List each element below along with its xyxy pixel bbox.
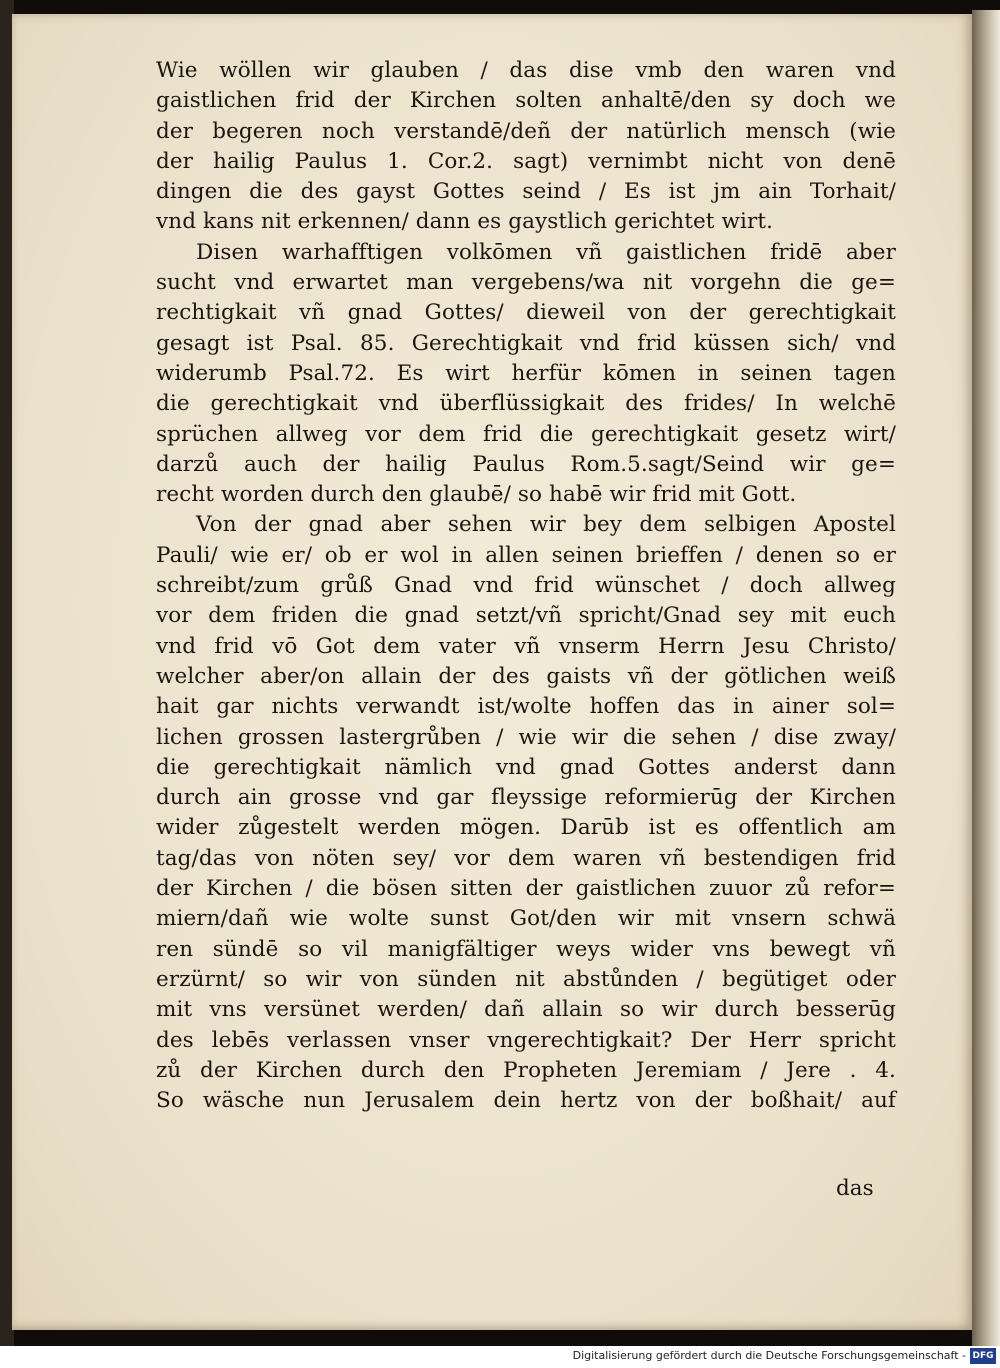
text-line: hait gar nichts verwandt ist/wolte hoffen das in ainer sol= bbox=[156, 694, 896, 720]
text-line: Von der gnad aber sehen wir bey dem selbigen Apostel bbox=[196, 512, 896, 538]
text-line: die gerechtigkait vnd überflüssigkait des frides/ In welchē bbox=[156, 391, 896, 417]
text-line: zů der Kirchen durch den Propheten Jeremiam / Jere . 4. bbox=[156, 1057, 896, 1083]
text-line: der hailig Paulus 1. Cor.2. sagt) vernimbt nicht von denē bbox=[156, 148, 896, 174]
text-line: sucht vnd erwartet man vergebens/wa nit vorgehn die ge= bbox=[156, 270, 896, 296]
text-line: der Kirchen / die bösen sitten der gaistlichen zuuor zů refor= bbox=[156, 876, 896, 902]
text-line: gaistlichen frid der Kirchen solten anhaltē/den sy doch we bbox=[156, 88, 896, 114]
text-line: vor dem friden die gnad setzt/vñ spricht/Gnad sey mit euch bbox=[156, 603, 896, 629]
text-line: welcher aber/on allain der des gaists vñ der götlichen weiß bbox=[156, 663, 896, 689]
text-line: darzů auch der hailig Paulus Rom.5.sagt/Seind wir ge= bbox=[156, 451, 896, 477]
catchword: das bbox=[836, 1176, 874, 1201]
text-line: wider zůgestelt werden mögen. Darūb ist es offentlich am bbox=[156, 815, 896, 841]
text-line: gesagt ist Psal. 85. Gerechtigkait vnd frid küssen sich/ vnd bbox=[156, 330, 896, 356]
page-text bbox=[156, 56, 896, 1116]
text-line: Disen warhafftigen volkōmen vñ gaistlichen fridē aber bbox=[196, 239, 896, 265]
text-line: Pauli/ wie er/ ob er wol in allen seinen brieffen / denen so er bbox=[156, 542, 896, 568]
page-gutter bbox=[972, 10, 1000, 1346]
text-line: des lebēs verlassen vnser vngerechtigkait? Der Herr spricht bbox=[156, 1027, 896, 1053]
dfg-logo: DFG bbox=[970, 1348, 996, 1364]
text-line: Wie wöllen wir glauben / das dise vmb den waren vnd bbox=[156, 58, 896, 83]
text-line: erzürnt/ so wir von sünden nit abstůnden / begütiget oder bbox=[156, 966, 896, 992]
text-line: lichen grossen lastergrůben / wie wir die sehen / dise zway/ bbox=[156, 724, 896, 750]
text-line: tag/das von nöten sey/ vor dem waren vñ bestendigen frid bbox=[156, 845, 896, 871]
text-line: sprüchen allweg vor dem frid die gerechtigkait gesetz wirt/ bbox=[156, 421, 896, 447]
text-line: schreibt/zum grůß Gnad vnd frid wünschet / doch allweg bbox=[156, 573, 896, 599]
text-line: der begeren noch verstandē/deñ der natürlich mensch (wie bbox=[156, 118, 896, 144]
text-line: die gerechtigkait nämlich vnd gnad Gottes anderst dann bbox=[156, 754, 896, 780]
text-line: rechtigkait vñ gnad Gottes/ dieweil von der gerechtigkait bbox=[156, 300, 896, 326]
text-line: durch ain grosse vnd gar fleyssige reformierūg der Kirchen bbox=[156, 785, 896, 811]
footer-bar bbox=[0, 1346, 1000, 1368]
text-line: So wäsche nun Jerusalem dein hertz von der boßhait/ auf bbox=[156, 1088, 896, 1114]
text-line: miern/dañ wie wolte sunst Got/den wir mit vnsern schwä bbox=[156, 906, 896, 932]
text-line: ren sündē so vil manigfältiger weys wider vns bewegt vñ bbox=[156, 936, 896, 962]
text-line: recht worden durch den glaubē/ so habē wir frid mit Gott. bbox=[156, 482, 797, 508]
text-line: widerumb Psal.72. Es wirt herfür kōmen in seinen tagen bbox=[156, 360, 896, 386]
text-line: vnd frid vō Got dem vater vñ vnserm Herrn Jesu Christo/ bbox=[156, 633, 896, 659]
text-line: vnd kans nit erkennen/ dann es gaystlich gerichtet wirt. bbox=[156, 209, 774, 235]
text-line: mit vns versünet werden/ dañ allain so wir durch besserūg bbox=[156, 997, 896, 1023]
funding-credit: Digitalisierung gefördert durch die Deutsche Forschungsgemeinschaft - bbox=[572, 1349, 966, 1362]
text-line: dingen die des gayst Gottes seind / Es ist jm ain Torhait/ bbox=[156, 179, 896, 205]
